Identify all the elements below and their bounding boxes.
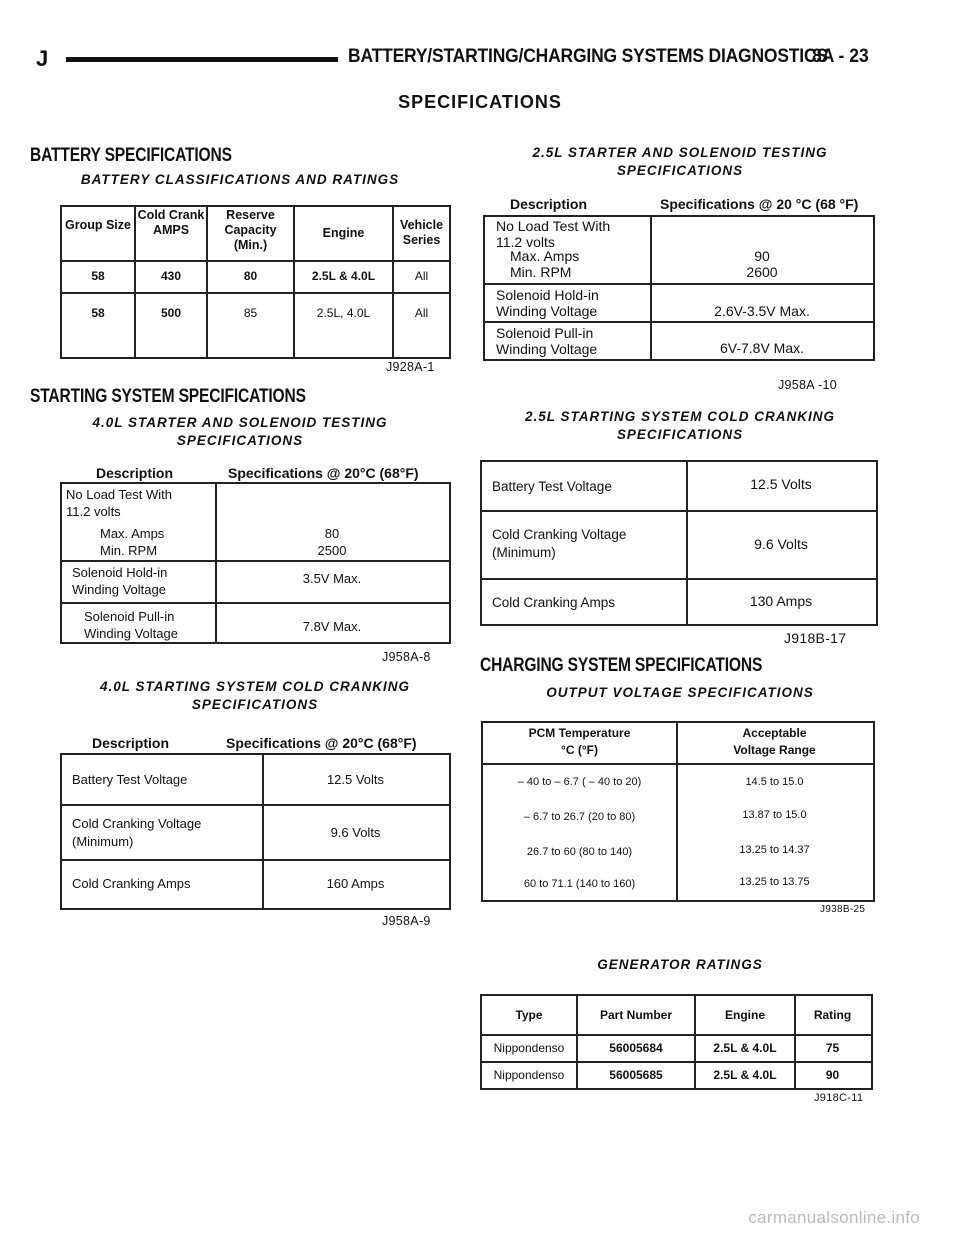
output-header: PCM Temperature [528,726,631,740]
t25-label: Winding Voltage [496,303,598,319]
divider [60,859,449,861]
battery-table-title: BATTERY CLASSIFICATIONS AND RATINGS [80,172,400,187]
t25-label: Solenoid Hold-in [496,287,599,303]
t25-title: 2.5L STARTER AND SOLENOID TESTING SPECIFICATIONS [532,145,828,178]
gen-cell: 2.5L & 4.0L [713,1041,777,1055]
gen-cell: 75 [825,1041,840,1055]
divider [480,510,876,512]
output-header: °C (°F) [561,743,598,757]
c25-label: Battery Test Voltage [492,479,612,494]
divider [215,482,217,642]
output-cell: 13.25 to 13.75 [739,876,810,888]
t40-value: 3.5V Max. [302,571,362,586]
t25-value: 2.6V-3.5V Max. [714,303,810,319]
starting-section-heading: STARTING SYSTEM SPECIFICATIONS [30,386,306,407]
output-header: Acceptable [742,726,807,740]
c40-title: 4.0L STARTING SYSTEM COLD CRANKING SPECIFICATIONS [99,679,411,712]
c40-label: Cold Cranking Voltage [72,816,202,831]
t25-label: Winding Voltage [496,341,598,357]
gen-cell: Nippondenso [493,1041,565,1055]
c25-title: 2.5L STARTING SYSTEM COLD CRANKING SPECIFICATIONS [524,409,836,442]
divider [481,763,873,765]
c40-value: 160 Amps [326,876,385,891]
divider [60,804,449,806]
battery-section-heading: BATTERY SPECIFICATIONS [30,145,232,166]
t25-value: 90 [754,248,770,264]
page-title: SPECIFICATIONS [398,92,562,112]
output-cell: 13.25 to 14.37 [739,844,810,856]
t40-label: Solenoid Hold-in [72,565,168,580]
gen-header: Rating [813,1008,852,1022]
figure-id: J958A -10 [778,378,837,392]
divider [483,321,873,323]
t25-value: 6V-7.8V Max. [719,340,805,356]
t25-value: 2600 [746,264,778,280]
output-header: Voltage Range [733,743,816,757]
c25-value: 130 Amps [749,593,813,609]
output-cell: 13.87 to 15.0 [742,809,807,821]
divider [60,602,449,604]
c40-value: 9.6 Volts [330,825,381,840]
header-text: Cold Crank AMPS [137,208,205,237]
t40-label: Winding Voltage [72,582,166,597]
gen-cell: Nippondenso [493,1068,565,1082]
output-cell: 60 to 71.1 (140 to 160) [523,878,636,890]
divider [480,1034,871,1036]
battery-cell: All [414,269,429,283]
battery-cell: 430 [160,269,182,283]
header-text: Reserve Capacity (Min.) [224,208,277,252]
t40-label: No Load Test With [66,487,172,502]
c40-label: (Minimum) [72,834,134,849]
t40-label: Solenoid Pull-in [84,609,175,624]
t25-label: No Load Test With [496,218,611,234]
figure-id: J928A-1 [386,360,435,374]
battery-header-reserve [208,208,293,253]
divider [60,560,449,562]
divider [60,292,449,294]
c25-value: 12.5 Volts [750,476,812,492]
divider [480,1061,871,1063]
t40-label: 11.2 volts [66,504,121,519]
divider [60,260,449,262]
battery-cell: 500 [160,306,182,320]
t25-col-description: Description [510,196,588,212]
c25-label: (Minimum) [492,545,556,560]
battery-cell: All [414,306,429,320]
battery-header-series [394,218,449,248]
t40-label: Max. Amps [100,526,165,541]
t40-col-description: Description [96,465,174,481]
figure-id: J918C-11 [814,1092,864,1104]
gen-header: Part Number [599,1008,673,1022]
output-cell: 14.5 to 15.0 [745,776,804,788]
c40-value: 12.5 Volts [326,772,385,787]
figure-id: J958A-9 [382,914,431,928]
battery-header-engine: Engine [322,226,365,240]
header-rule [66,57,338,62]
gen-header: Engine [724,1008,765,1022]
battery-cell: 85 [243,306,258,320]
c40-col-description: Description [92,735,170,751]
output-cell: 26.7 to 60 (80 to 140) [526,846,633,858]
battery-cell: 2.5L, 4.0L [316,306,371,320]
watermark-footer: carmanualsonline.info [748,1208,920,1227]
battery-cell: 80 [243,269,258,283]
header-title: BATTERY/STARTING/CHARGING SYSTEMS DIAGNOSTICS [348,46,828,67]
gen-cell: 90 [825,1068,840,1082]
output-cell: – 40 to – 6.7 ( – 40 to 20) [517,776,642,788]
header-text: Group Size [65,218,131,232]
battery-header-group-size [62,218,134,233]
header-letter: J [36,46,49,71]
figure-id: J958A-8 [382,650,431,664]
t25-label: 11.2 volts [496,234,555,250]
header-text: Vehicle Series [399,218,444,247]
gen-cell: 56005685 [609,1068,663,1082]
divider [480,578,876,580]
generator-title: GENERATOR RATINGS [597,957,763,972]
gen-cell: 56005684 [609,1041,663,1055]
t40-value: 80 [324,526,340,541]
divider [483,283,873,285]
t40-value: 2500 [317,543,347,558]
charging-section-heading: CHARGING SYSTEM SPECIFICATIONS [480,655,763,676]
output-cell: – 6.7 to 26.7 (20 to 80) [523,811,636,823]
t40-value: 7.8V Max. [302,619,362,634]
gen-header: Type [515,1008,543,1022]
t40-label: Winding Voltage [84,626,178,641]
figure-id: J918B-17 [784,630,847,646]
page-number: 8A - 23 [812,46,869,67]
t40-col-specs: Specifications @ 20°C (68°F) [228,465,419,481]
t25-col-specs: Specifications @ 20 °C (68 °F) [660,196,859,212]
battery-cell: 58 [91,269,105,283]
divider [650,215,652,359]
c25-value: 9.6 Volts [754,536,808,552]
output-title: OUTPUT VOLTAGE SPECIFICATIONS [546,685,814,700]
c25-label: Cold Cranking Amps [492,595,616,610]
t40-label: Min. RPM [100,543,158,558]
c40-label: Battery Test Voltage [72,772,188,787]
t25-label: Max. Amps [510,248,580,264]
battery-cell: 2.5L & 4.0L [311,269,376,283]
battery-header-cca [136,208,206,238]
t40-title: 4.0L STARTER AND SOLENOID TESTING SPECIFICATIONS [92,415,388,448]
c40-label: Cold Cranking Amps [72,876,191,891]
t25-label: Solenoid Pull-in [496,325,594,341]
c25-label: Cold Cranking Voltage [492,527,627,542]
figure-id: J938B-25 [820,904,866,915]
c40-col-specs: Specifications @ 20°C (68°F) [226,735,417,751]
battery-cell: 58 [91,306,105,320]
t25-label: Min. RPM [510,264,572,280]
gen-cell: 2.5L & 4.0L [713,1068,777,1082]
